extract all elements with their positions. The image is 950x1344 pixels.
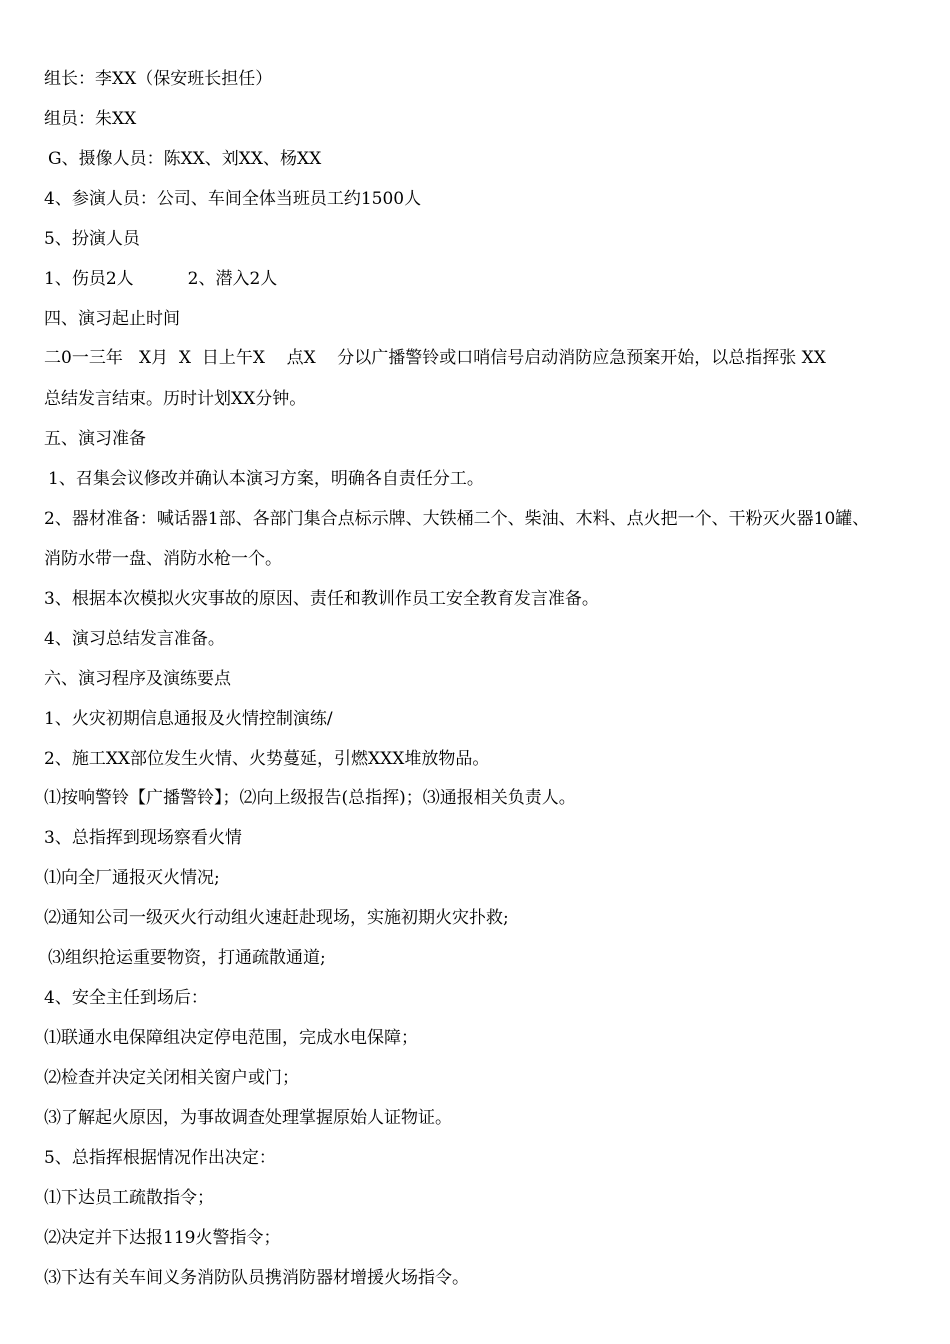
text-line-proc-4-item-3: ⑶了解起火原因，为事故调查处理掌握原始人证物证。	[44, 1108, 452, 1128]
text-line-proc-3: 3、总指挥到现场察看火情	[44, 828, 242, 848]
text-line-team-member: 组员：朱XX	[44, 109, 137, 129]
text-line-proc-3-item-2: ⑵通知公司一级灭火行动组火速赶赴现场，实施初期火灾扑救;	[44, 908, 509, 928]
section-heading-preparation: 五、演习准备	[44, 429, 146, 449]
text-line-proc-4-item-2: ⑵检查并决定关闭相关窗户或门；	[44, 1068, 299, 1088]
text-line-prep-1: 1、召集会议修改并确认本演习方案，明确各自责任分工。	[48, 469, 484, 489]
text-line-proc-5-item-1: ⑴下达员工疏散指令；	[44, 1188, 214, 1208]
text-line-prep-2: 2、器材准备：喊话器1部、各部门集合点标示牌、大铁桶二个、柴油、木料、点火把一个、干粉灭火器10罐、	[44, 509, 870, 529]
text-line-proc-5-item-3: ⑶下达有关车间义务消防队员携消防器材增援火场指令。	[44, 1268, 469, 1288]
text-line-prep-3: 3、根据本次模拟火灾事故的原因、责任和教训作员工安全教育发言准备。	[44, 589, 599, 609]
section-heading-procedure: 六、演习程序及演练要点	[44, 669, 231, 689]
text-line-proc-2-items: ⑴按响警铃【广播警铃】；⑵向上级报告(总指挥)；⑶通报相关负责人。	[44, 788, 576, 808]
text-line-team-leader: 组长：李XX（保安班长担任）	[44, 69, 273, 89]
text-line-time-detail: 二0一三年 X月 X 日上午X 点X 分以广播警铃或口哨信号启动消防应急预案开始，以总指挥张 XX	[44, 348, 826, 368]
text-line-camera-staff: G、摄像人员：陈XX、刘XX、杨XX	[48, 149, 322, 169]
text-line-prep-4: 4、演习总结发言准备。	[44, 629, 225, 649]
text-line-proc-3-item-1: ⑴向全厂通报灭火情况;	[44, 868, 220, 888]
text-line-actors: 1、伤员2人 2、潜入2人	[44, 269, 278, 289]
text-line-proc-4-item-1: ⑴联通水电保障组决定停电范围，完成水电保障；	[44, 1028, 418, 1048]
text-line-proc-2: 2、施工XX部位发生火情、火势蔓延，引燃XXX堆放物品。	[44, 749, 490, 769]
text-line-proc-5-item-2: ⑵决定并下达报119火警指令；	[44, 1228, 281, 1248]
text-line-proc-1: 1、火灾初期信息通报及火情控制演练/	[44, 709, 333, 729]
text-line-prep-2-cont: 消防水带一盘、消防水枪一个。	[44, 549, 282, 569]
text-line-proc-4: 4、安全主任到场后：	[44, 988, 208, 1008]
text-line-actors-heading: 5、扮演人员	[44, 229, 140, 249]
text-line-time-end: 总结发言结束。历时计划XX分钟。	[44, 389, 307, 409]
text-line-participants: 4、参演人员：公司、车间全体当班员工约1500人	[44, 189, 422, 209]
section-heading-time: 四、演习起止时间	[44, 309, 180, 329]
text-line-proc-5: 5、总指挥根据情况作出决定：	[44, 1148, 276, 1168]
text-line-proc-3-item-3: ⑶组织抢运重要物资，打通疏散通道;	[48, 948, 326, 968]
